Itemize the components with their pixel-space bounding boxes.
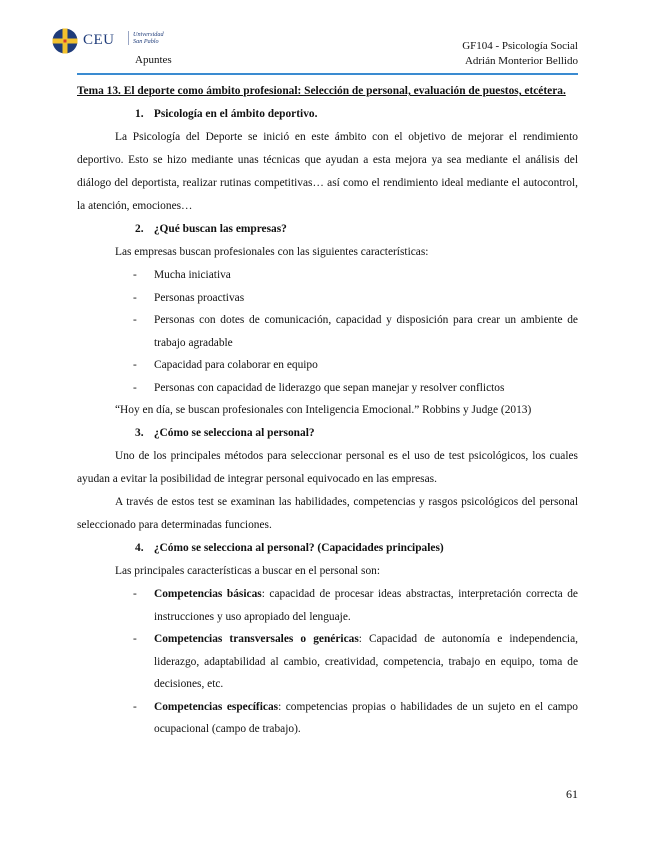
page-title: Tema 13. El deporte como ámbito profesional: Selección de personal, evaluación de puestos, etcétera. xyxy=(77,85,566,97)
section-intro: Las empresas buscan profesionales con las siguientes características: xyxy=(115,246,429,258)
section-paragraph: La Psicología del Deporte se inició en este ámbito con el objetivo de mejorar el rendimiento deportivo. Esto se hizo mediante unas técnicas que ayudan a esta mejora ya sea mediante el análisis del diálogo del deportista, realizar rutinas competitivas… así como el rendimiento ideal mediante el autocontrol, la atención, emociones… xyxy=(77,131,578,212)
logo-brand: CEU xyxy=(83,32,115,48)
section-intro: Las principales características a buscar en el personal son: xyxy=(115,565,381,577)
course-code: GF104 - Psicología Social xyxy=(462,40,578,52)
competency-term: Competencias básicas xyxy=(154,588,262,600)
header-divider xyxy=(77,73,578,75)
header-course-info xyxy=(462,39,578,69)
section-heading: 2. ¿Qué buscan las empresas? xyxy=(135,223,287,235)
university-logo xyxy=(52,28,182,54)
list-item: - Personas con dotes de comunicación, capacidad y disposición para crear un ambiente de trabajo agradable xyxy=(133,314,578,349)
list-item: - Capacidad para colaborar en equipo xyxy=(133,359,318,371)
competency-term: Competencias transversales o genéricas xyxy=(154,633,359,645)
document-body xyxy=(77,80,578,741)
section-heading: 3. ¿Cómo se selecciona al personal? xyxy=(135,427,315,439)
characteristics-list xyxy=(77,264,578,399)
header-section-label: Apuntes xyxy=(135,54,172,66)
competency-term: Competencias específicas xyxy=(154,700,279,713)
quote-paragraph: “Hoy en día, se buscan profesionales con Inteligencia Emocional.” Robbins y Judge (2013) xyxy=(115,404,532,416)
section-heading: 1. Psicología en el ámbito deportivo. xyxy=(135,108,318,120)
list-item: - Personas con capacidad de liderazgo que sepan manejar y resolver conflictos xyxy=(133,381,505,394)
list-item: - Competencias básicas: capacidad de procesar ideas abstractas, interpretación correcta de instrucciones y uso apropiado del lenguaje. xyxy=(133,588,578,623)
section-paragraph: Uno de los principales métodos para seleccionar personal es el uso de test psicológicos, los cuales ayudan a evitar la posibilidad de integrar personal equivocado en las empresas. xyxy=(77,450,578,485)
section-heading: 4. ¿Cómo se selecciona al personal? (Capacidades principales) xyxy=(135,542,444,554)
author-name: Adrián Monterior Bellido xyxy=(464,55,578,67)
section-paragraph: A través de estos test se examinan las habilidades, competencias y rasgos psicológicos del personal seleccionado para determinadas funciones. xyxy=(77,496,578,531)
list-item: - Personas proactivas xyxy=(133,291,245,304)
list-item: - Mucha iniciativa xyxy=(133,269,231,281)
logo-subtitle: Universidad San Pablo xyxy=(128,31,164,45)
list-item: - Competencias transversales o genéricas: Capacidad de autonomía e independencia, liderazgo, adaptabilidad al cambio, creatividad, competencia, trabajo en equipo, toma de decisiones, etc. xyxy=(133,633,578,690)
ceu-emblem-icon xyxy=(52,28,78,54)
competencies-list xyxy=(77,583,578,741)
list-item: - Competencias específicas: competencias propias o habilidades de un sujeto en el campo ocupacional (campo de trabajo). xyxy=(133,700,578,735)
page-number: 61 xyxy=(566,787,578,801)
